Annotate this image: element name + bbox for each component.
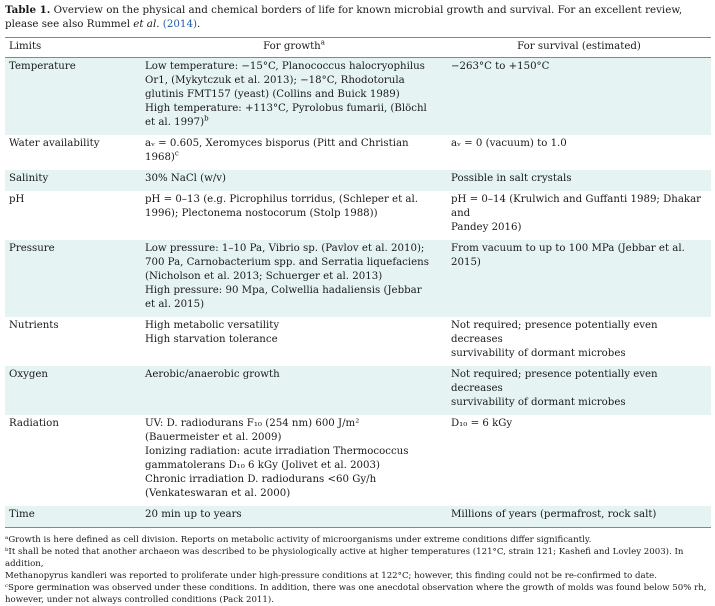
growth-cell bbox=[141, 366, 447, 415]
cell-line: glutinis FMT157 (yeast) (Collins and Buick 1989) bbox=[145, 89, 400, 100]
cell-line: High temperature: +113°C, Pyrolobus fumarii, (Blöchl bbox=[145, 103, 427, 114]
cell-line: pH = 0–14 (Krulwich and Guffanti 1989; Dhakar and bbox=[451, 194, 702, 219]
cell-line: Not required; presence potentially even decreases bbox=[451, 369, 658, 394]
growth-cell bbox=[141, 170, 447, 191]
table-caption bbox=[5, 3, 710, 31]
cell-line: Pandey 2016) bbox=[451, 222, 522, 233]
cell-line: From vacuum to up to 100 MPa (Jebbar et al. 2015) bbox=[451, 243, 685, 268]
cell-line: et al. 1997)$^b$ bbox=[145, 114, 209, 128]
table-row bbox=[5, 506, 711, 528]
cell-line: High starvation tolerance bbox=[145, 334, 278, 345]
cell-line: 30% NaCl (w/v) bbox=[145, 173, 227, 184]
cell-line: gammatolerans D₁₀ 6 kGy (Jolivet et al. 2003) bbox=[145, 460, 380, 471]
row-label: Temperature bbox=[5, 58, 141, 136]
table-row bbox=[5, 366, 711, 415]
cell-line: (Bauermeister et al. 2009) bbox=[145, 432, 282, 443]
cell-line: aᵥ = 0.605, Xeromyces bisporus (Pitt and Christian bbox=[145, 138, 409, 149]
cell-line: Low temperature: −15°C, Planococcus halocryophilus bbox=[145, 61, 425, 72]
footnote-b-line2: Methanopyrus kandleri was reported to proliferate under high-pressure conditions at 122°C; however, this finding could not be re-confirmed to date. bbox=[5, 571, 657, 581]
footnote-mark: b bbox=[204, 114, 209, 123]
growth-cell bbox=[141, 240, 447, 317]
header-limits: Limits bbox=[5, 38, 141, 58]
caption-etal: et al. bbox=[133, 18, 160, 30]
cell-line: Chronic irradiation D. radiodurans <60 Gy/h bbox=[145, 474, 377, 485]
table-header-row bbox=[5, 38, 711, 58]
caption-text: Overview on the physical and chemical borders of life for known microbial growth and survival. For an excellent review, please see also Rummel bbox=[5, 4, 683, 30]
table-row bbox=[5, 317, 711, 366]
cell-line: (Venkateswaran et al. 2000) bbox=[145, 488, 291, 499]
row-label: Radiation bbox=[9, 418, 59, 429]
survival-cell bbox=[447, 506, 711, 528]
growth-cell bbox=[141, 317, 447, 366]
cell-line: survivability of dormant microbes bbox=[451, 348, 626, 359]
footnotes bbox=[5, 534, 710, 606]
survival-cell bbox=[447, 366, 711, 415]
cell-line: −263°C to +150°C bbox=[451, 61, 550, 72]
table-row bbox=[5, 58, 711, 136]
table-row bbox=[5, 415, 711, 506]
caption-label: Table 1. bbox=[5, 4, 51, 16]
growth-cell bbox=[141, 58, 447, 136]
cell-line: survivability of dormant microbes bbox=[451, 397, 626, 408]
caption-end: . bbox=[197, 18, 201, 30]
cell-line: (Nicholson et al. 2013; Schuerger et al. 2013) bbox=[145, 271, 383, 282]
cell-line: et al. 2015) bbox=[145, 299, 205, 310]
cell-line: High metabolic versatility bbox=[145, 320, 280, 331]
growth-cell bbox=[141, 135, 447, 170]
row-label: Oxygen bbox=[5, 366, 141, 415]
table-row bbox=[5, 170, 711, 191]
footnote-c-line2: however, under not always controlled conditions (Pack 2011). bbox=[5, 595, 274, 605]
cell-line: Not required; presence potentially even decreases bbox=[451, 320, 658, 345]
cell-line: aᵥ = 0 (vacuum) to 1.0 bbox=[451, 138, 567, 149]
table-row bbox=[5, 240, 711, 317]
cell-line: Low pressure: 1–10 Pa, Vibrio sp. (Pavlov et al. 2010); bbox=[145, 243, 425, 254]
footnote-b-line1: ᵇIt shall be noted that another archaeon was described to be physiologically active at higher temperatures (121°C, strain 121; Kashefi and Lovley 2003). In addition, bbox=[5, 547, 684, 569]
footnote-c-line1: ᶜSpore germination was observed under these conditions. In addition, there was one anecdotal observation where the growth of molds was found below 50% rh, bbox=[5, 583, 707, 593]
cell-line: Ionizing radiation: acute irradiation Thermococcus bbox=[145, 446, 409, 457]
table-row bbox=[5, 191, 711, 240]
cell-line: D₁₀ = 6 kGy bbox=[451, 418, 513, 429]
cell-line: 700 Pa, Carnobacterium spp. and Serratia liquefaciens bbox=[145, 257, 429, 268]
header-survival: For survival (estimated) bbox=[447, 38, 711, 58]
caption-year-link[interactable]: (2014) bbox=[162, 18, 198, 30]
growth-cell bbox=[141, 506, 447, 528]
row-label: Nutrients bbox=[9, 320, 59, 331]
survival-cell bbox=[447, 191, 711, 240]
cell-line: 1968)$^c$ bbox=[145, 149, 179, 163]
row-label: Water availability bbox=[9, 138, 100, 149]
survival-cell bbox=[447, 317, 711, 366]
cell-line: UV: D. radiodurans F₁₀ (254 nm) 600 J/m² bbox=[145, 418, 360, 429]
limits-table bbox=[5, 37, 711, 528]
cell-line: 1996); Plectonema nostocorum (Stolp 1988)) bbox=[145, 208, 378, 219]
cell-line: Possible in salt crystals bbox=[451, 173, 572, 184]
row-label: pH bbox=[9, 194, 25, 205]
footnote-a: ᵃGrowth is here defined as cell division. Reports on metabolic activity of microorganisms under extreme conditions differ significantly. bbox=[5, 535, 592, 545]
survival-cell bbox=[447, 58, 711, 136]
cell-line: Or1, (Mykytczuk et al. 2013); −18°C, Rhodotorula bbox=[145, 75, 405, 86]
cell-line: pH = 0–13 (e.g. Picrophilus torridus, (Schleper et al. bbox=[145, 194, 418, 205]
cell-line: Millions of years (permafrost, rock salt) bbox=[451, 509, 657, 520]
growth-cell bbox=[141, 191, 447, 240]
growth-cell bbox=[141, 415, 447, 506]
cell-line: High pressure: 90 Mpa, Colwellia hadaliensis (Jebbar bbox=[145, 285, 422, 296]
table-row bbox=[5, 135, 711, 170]
cell-line: 20 min up to years bbox=[145, 509, 242, 520]
survival-cell bbox=[447, 170, 711, 191]
row-label: Pressure bbox=[5, 240, 141, 317]
survival-cell bbox=[447, 135, 711, 170]
row-label: Salinity bbox=[5, 170, 141, 191]
header-growth: For growth$^a$ bbox=[141, 38, 447, 58]
footnote-mark: c bbox=[174, 149, 179, 158]
survival-cell bbox=[447, 240, 711, 317]
row-label: Time bbox=[5, 506, 141, 528]
survival-cell bbox=[447, 415, 711, 506]
cell-line: Aerobic/anaerobic growth bbox=[145, 369, 280, 380]
